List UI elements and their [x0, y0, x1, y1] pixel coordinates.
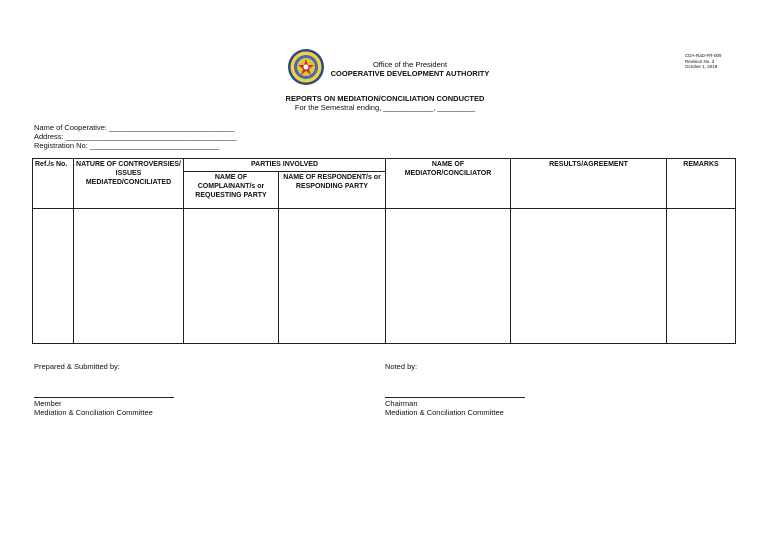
- cell-respondent[interactable]: [279, 209, 386, 344]
- cell-nature[interactable]: [74, 209, 184, 344]
- header-mediator: NAME OF MEDIATOR/CONCILIATOR: [386, 159, 511, 209]
- header-results: RESULTS/AGREEMENT: [511, 159, 667, 209]
- cell-remarks[interactable]: [667, 209, 736, 344]
- table-row[interactable]: [33, 209, 736, 344]
- header-parties-involved: PARTIES INVOLVED: [184, 159, 386, 172]
- cell-ref-no[interactable]: [33, 209, 74, 344]
- revision-date: October 1, 2019: [685, 64, 718, 69]
- header-nature: NATURE OF CONTROVERSIES/ ISSUES MEDIATED/CONCILIATED: [74, 159, 184, 209]
- header-remarks: REMARKS: [667, 159, 736, 209]
- office-name: Office of the President: [372, 60, 448, 69]
- prepared-signature-line[interactable]: [34, 397, 174, 398]
- prepared-by-label: Prepared & Submitted by:: [34, 362, 120, 371]
- cell-mediator[interactable]: [386, 209, 511, 344]
- noted-committee: Mediation & Conciliation Committee: [385, 408, 504, 417]
- header-respondent: NAME OF RESPONDENT/s or RESPONDING PARTY: [279, 172, 386, 209]
- prepared-role: Member: [34, 399, 62, 408]
- document-code: CDA-RaD-FR-009: [685, 53, 722, 58]
- name-of-cooperative-field[interactable]: Name of Cooperative: ______________________________: [34, 123, 235, 132]
- registration-no-field[interactable]: Registration No: _______________________________: [34, 141, 220, 150]
- cell-complainant[interactable]: [184, 209, 279, 344]
- cell-results[interactable]: [511, 209, 667, 344]
- address-field[interactable]: Address: _________________________________________: [34, 132, 237, 141]
- document-code-block: [685, 53, 722, 70]
- noted-signature-line[interactable]: [385, 397, 525, 398]
- noted-by-label: Noted by:: [385, 362, 418, 371]
- prepared-committee: Mediation & Conciliation Committee: [34, 408, 153, 417]
- header-complainant: NAME OF COMPLAINANT/s or REQUESTING PARTY: [184, 172, 279, 209]
- report-title: REPORTS ON MEDIATION/CONCILIATION CONDUCTED: [285, 94, 485, 103]
- semestral-ending: For the Semestral ending, ____________, _________: [294, 103, 476, 112]
- revision-number: Revision No. 3: [685, 58, 715, 64]
- mediation-report-table: [32, 158, 736, 344]
- noted-role: Chairman: [385, 399, 418, 408]
- header-ref-no: Ref./s No.: [33, 159, 74, 209]
- agency-name: COOPERATIVE DEVELOPMENT AUTHORITY: [330, 69, 490, 78]
